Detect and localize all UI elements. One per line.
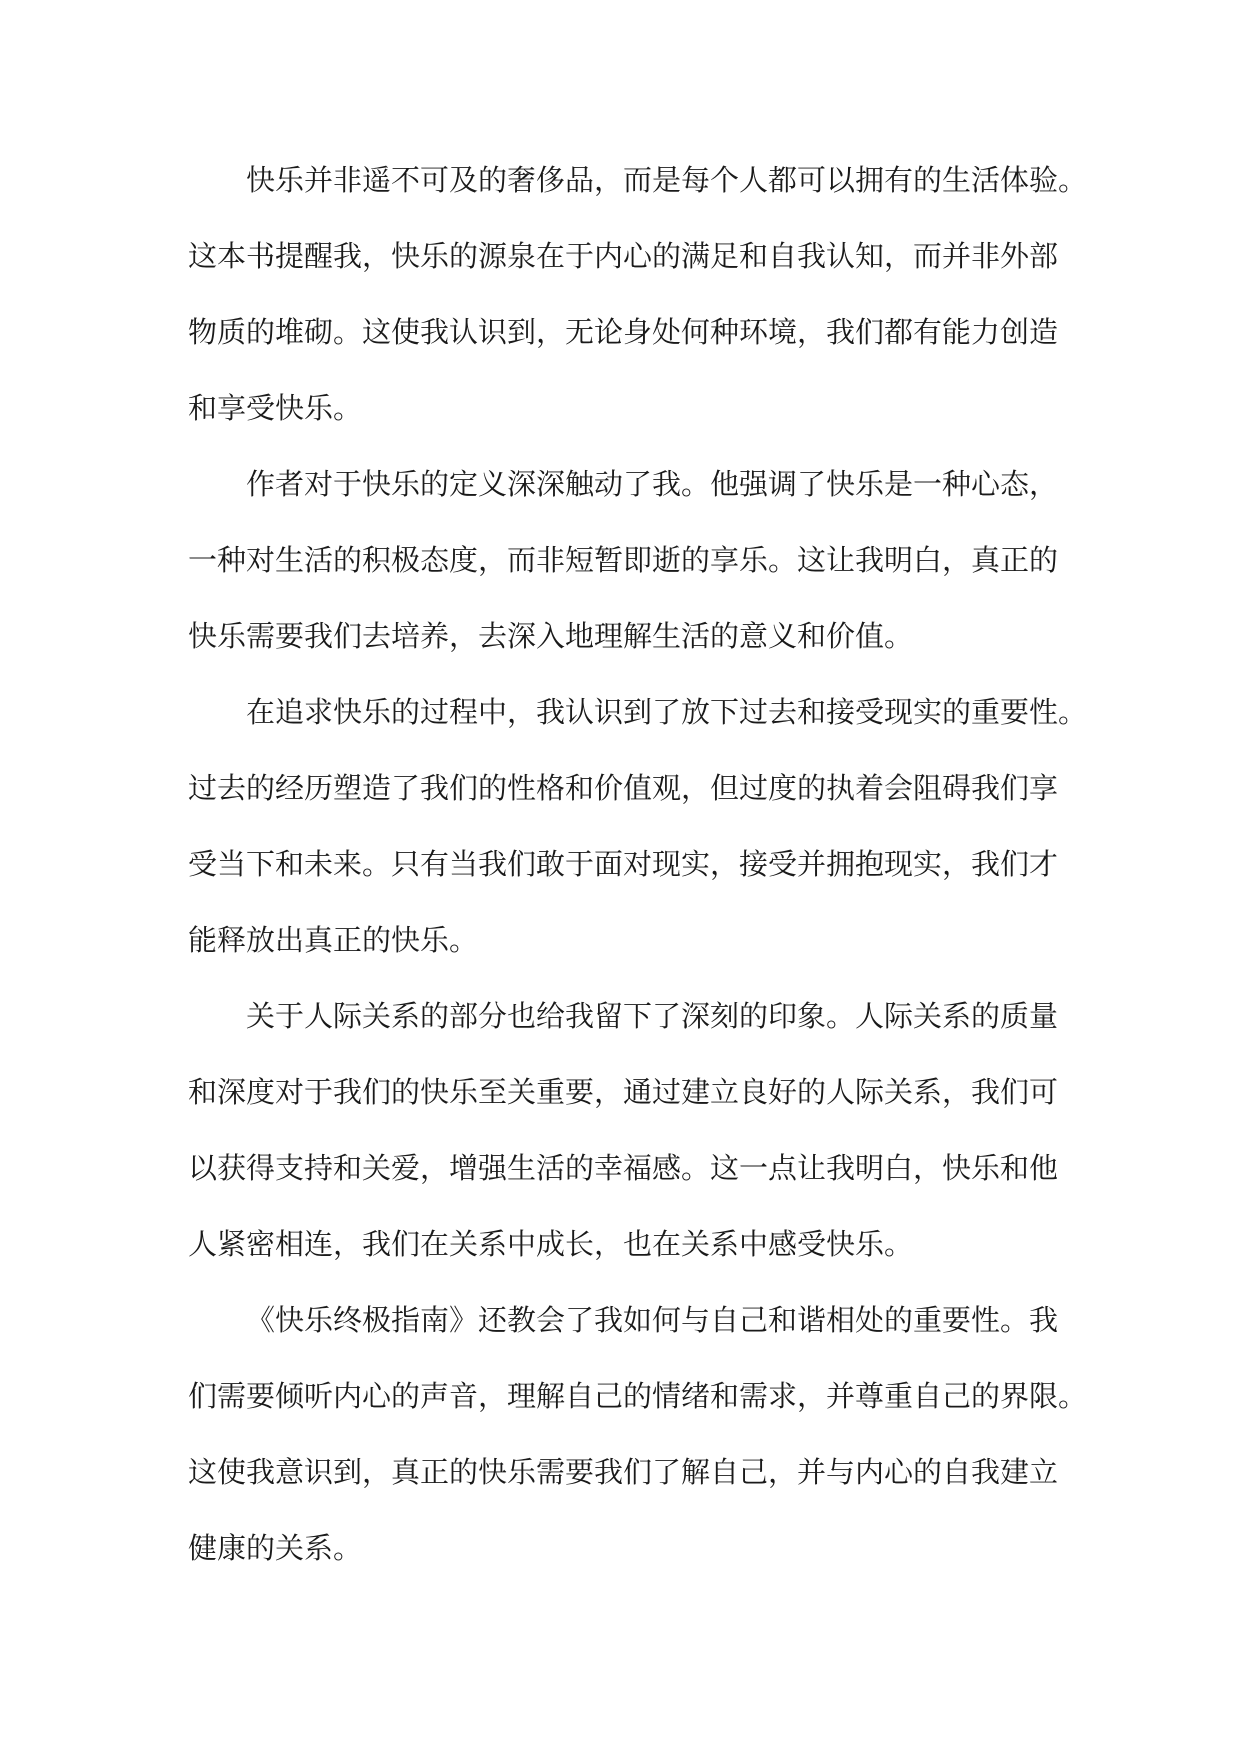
paragraph-line: 一种对生活的积极态度，而非短暂即逝的享乐。这让我明白，真正的 [188,543,1059,577]
paragraph-line: 在追求快乐的过程中，我认识到了放下过去和接受现实的重要性。 [246,695,1088,729]
paragraph-1 [188,142,1088,446]
paragraph-line: 这使我意识到，真正的快乐需要我们了解自己，并与内心的自我建立 [188,1455,1059,1489]
paragraph-line: 快乐需要我们去培养，去深入地理解生活的意义和价值。 [188,619,914,653]
paragraph-line: 人紧密相连，我们在关系中成长，也在关系中感受快乐。 [188,1227,914,1261]
paragraph-line: 能释放出真正的快乐。 [188,923,479,957]
paragraph-line: 和深度对于我们的快乐至关重要，通过建立良好的人际关系，我们可 [188,1075,1059,1109]
paragraph-line: 们需要倾听内心的声音，理解自己的情绪和需求，并尊重自己的界限。 [188,1379,1088,1413]
paragraph-line: 关于人际关系的部分也给我留下了深刻的印象。人际关系的质量 [246,999,1059,1033]
paragraph-3 [188,674,1088,978]
paragraph-line: 和享受快乐。 [188,391,363,425]
paragraph-line: 过去的经历塑造了我们的性格和价值观，但过度的执着会阻碍我们享 [188,771,1059,805]
paragraph-line: 受当下和未来。只有当我们敢于面对现实，接受并拥抱现实，我们才 [188,847,1059,881]
paragraph-line: 《快乐终极指南》还教会了我如何与自己和谐相处的重要性。我 [246,1303,1059,1337]
paragraph-4 [188,978,1058,1282]
paragraph-line: 以获得支持和关爱，增强生活的幸福感。这一点让我明白，快乐和他 [188,1151,1059,1185]
paragraph-line: 健康的关系。 [188,1531,363,1565]
paragraph-line: 快乐并非遥不可及的奢侈品，而是每个人都可以拥有的生活体验。 [246,163,1088,197]
paragraph-5 [188,1282,1088,1586]
paragraph-line: 这本书提醒我，快乐的源泉在于内心的满足和自我认知，而并非外部 [188,239,1059,273]
paragraph-line: 作者对于快乐的定义深深触动了我。他强调了快乐是一种心态， [246,467,1059,501]
paragraph-2 [188,446,1058,674]
document-body [188,142,1088,1586]
paragraph-line: 物质的堆砌。这使我认识到，无论身处何种环境，我们都有能力创造 [188,315,1059,349]
